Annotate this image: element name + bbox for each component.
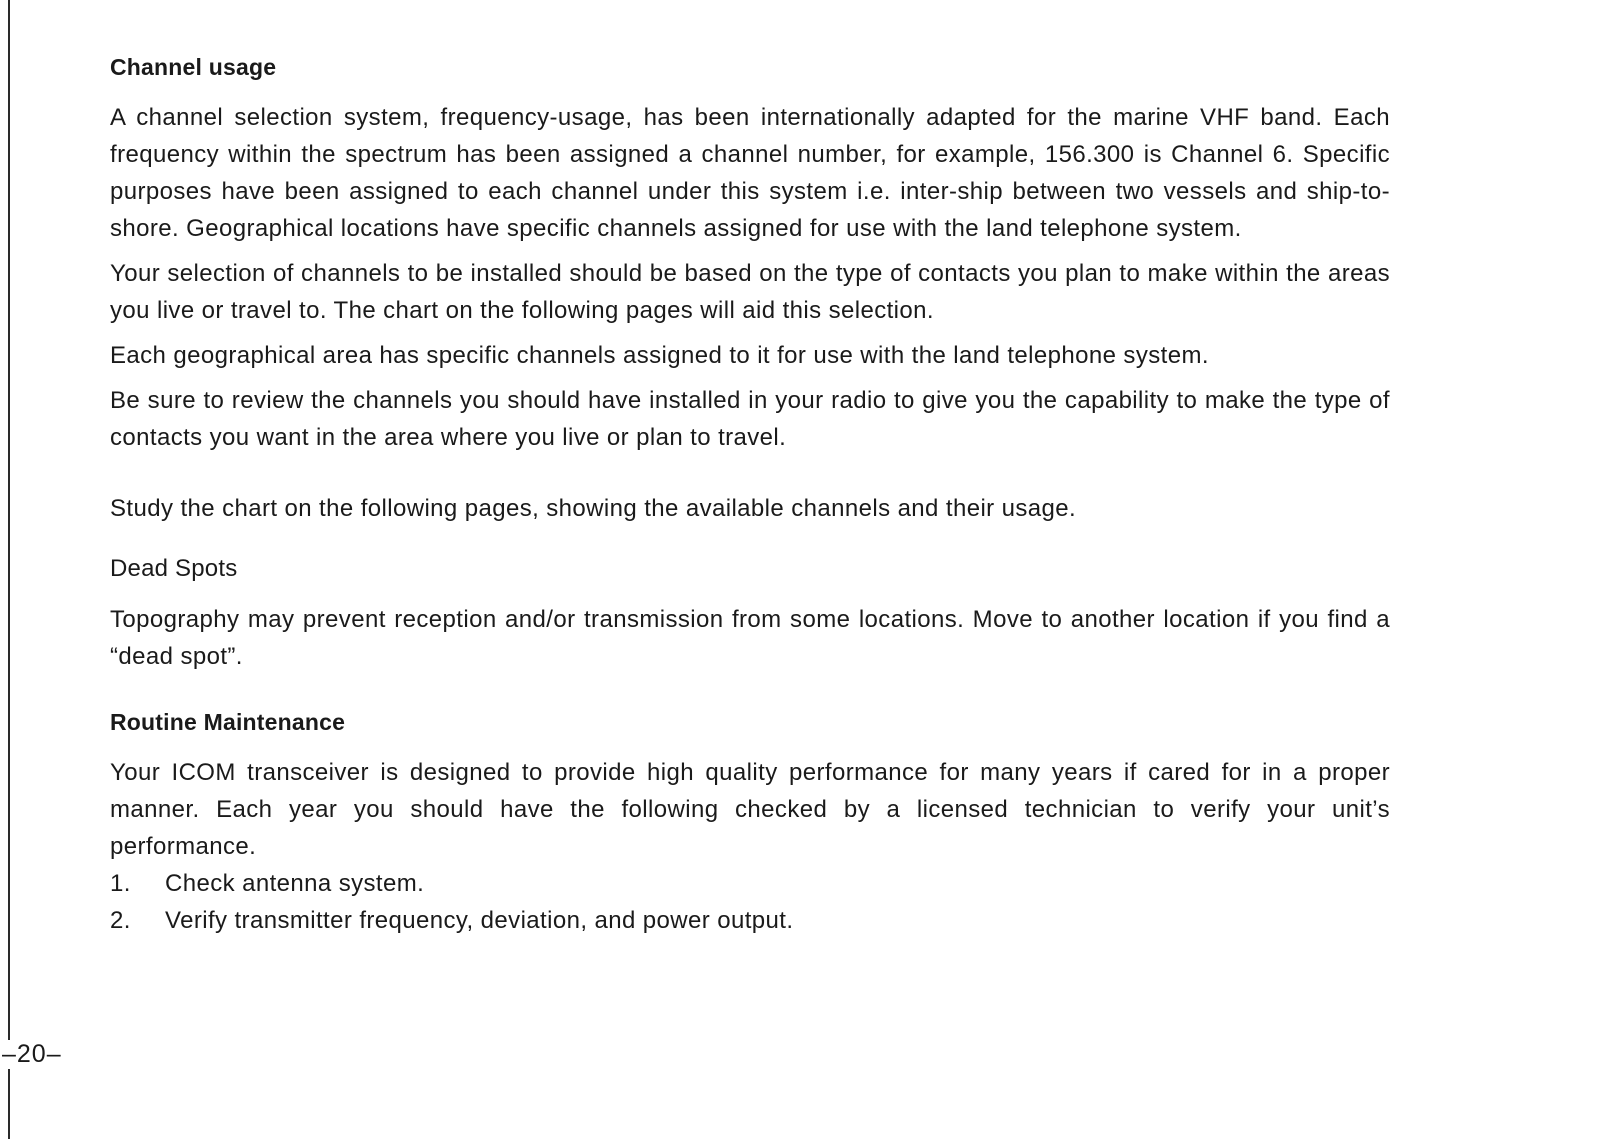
channel-usage-paragraph-4: Be sure to review the channels you should have installed in your radio to give you the capability to make the type of contacts you want in the area where you live or plan to travel. xyxy=(110,387,1390,451)
spacer xyxy=(110,535,1390,555)
dead-spots-paragraph: Topography may prevent reception and/or transmission from some locations. Move to another location if you find a “dead spot”. xyxy=(110,606,1390,670)
channel-usage-paragraph-2: Your selection of channels to be installed should be based on the type of contacts you plan to make within the areas you live or travel to. The chart on the following pages will aid this selection. xyxy=(110,260,1390,324)
list-item xyxy=(110,902,1390,939)
spacer xyxy=(110,683,1390,709)
list-item-text: Check antenna system. xyxy=(165,870,425,897)
list-item-number: 2. xyxy=(110,907,131,934)
list-item xyxy=(110,865,1390,902)
page-left-edge-rule xyxy=(8,0,10,1139)
document-page xyxy=(110,54,1390,939)
list-item-text: Verify transmitter frequency, deviation, and power output. xyxy=(165,907,794,934)
study-chart-note: Study the chart on the following pages, showing the available channels and their usage. xyxy=(110,495,1077,522)
routine-maintenance-heading: Routine Maintenance xyxy=(110,709,346,735)
maintenance-checklist xyxy=(110,865,1390,939)
channel-usage-heading: Channel usage xyxy=(110,54,277,80)
list-item-number: 1. xyxy=(110,870,131,897)
channel-usage-paragraph-3: Each geographical area has specific channels assigned to it for use with the land telephone system. xyxy=(110,342,1209,369)
page-number: –20– xyxy=(2,1040,62,1068)
routine-maintenance-paragraph: Your ICOM transceiver is designed to provide high quality performance for many years if cared for in a proper manner. Each year you should have the following checked by a licensed technician to verify your unit’s performance. xyxy=(110,759,1390,860)
spacer xyxy=(110,464,1390,490)
channel-usage-paragraph-1: A channel selection system, frequency-usage, has been internationally adapted for the marine VHF band. Each frequency within the spectrum has been assigned a channel number, for example, 156.300 is Channel 6. Specific purposes have been assigned to each channel under this system i.e. inter-ship between two vessels and ship-to-shore. Geographical locations have specific channels assigned for use with the land telephone system. xyxy=(110,104,1390,242)
dead-spots-heading: Dead Spots xyxy=(110,555,238,582)
